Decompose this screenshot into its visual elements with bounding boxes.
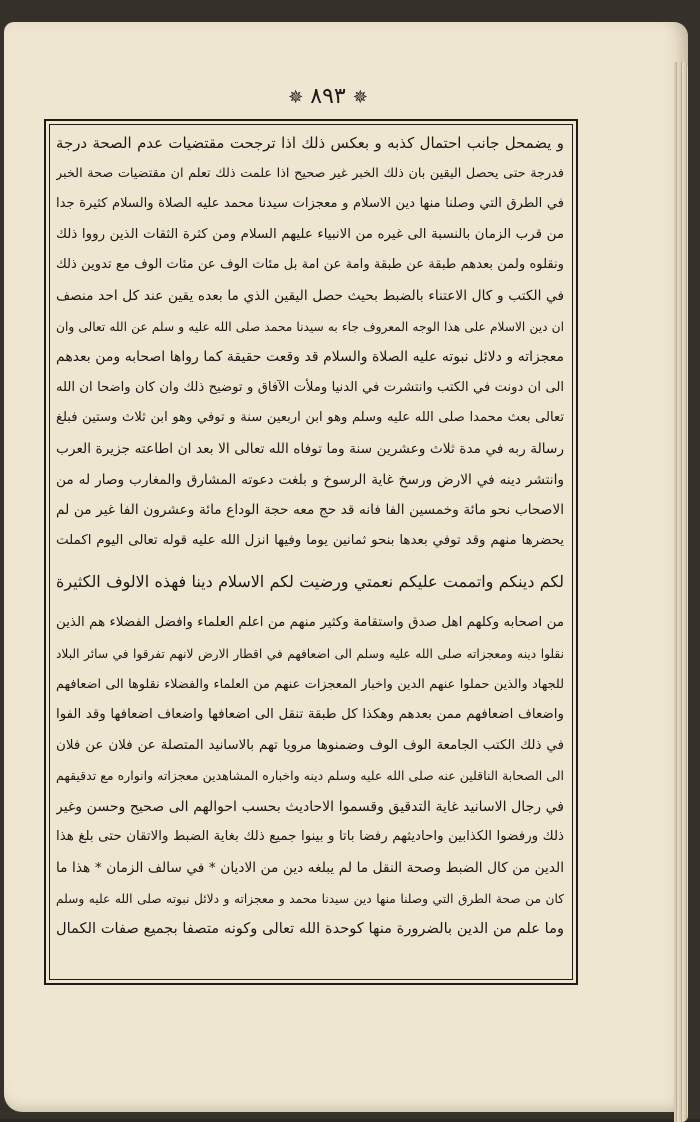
text-line: من قرب الزمان بالنسبة الى غيره من الانبياء عليهم السلام ومن كثرة الثقات الذين رووا ذلك [56, 226, 564, 242]
ornament-icon: ✵ [288, 87, 304, 108]
text-line: في ذلك الكتب الجامعة الوف الوف وضمنوها مرويا تهم بالاسانيد المتصلة عن فلان عن فلان [56, 737, 564, 753]
text-line: و يضمحل جانب احتمال كذبه و بعكس ذلك اذا ترجحت مقتضيات عدم الصحة درجة [56, 134, 564, 152]
text-line: في الطرق التي وصلنا منها دين الاسلام و معجزات سيدنا محمد عليه الصلاة والسلام كثيرة جدا [56, 196, 564, 212]
text-line: كان من صحة الطرق التي وصلنا منها دين سيدنا محمد و معجزاته و دلائل نبوته صلى الله عليه وسلم [56, 891, 564, 906]
page-header [268, 84, 388, 109]
text-line: ذلك ورفضوا الكذابين واحاديثهم رفضا باتا و بينوا جميع ذلك بغاية الضبط والاتقان حتى بلغ هذا [56, 829, 564, 845]
text-line: نقلوا دينه ومعجزاته صلى الله عليه وسلم الى اضعافهم في اقطار الارض لانهم تفرقوا في سائر البلاد [56, 646, 564, 661]
text-line: معجزاته و دلائل نبوته عليه الصلاة والسلام قد وقعت حقيقة كما رواها اصحابه ومن بعدهم [56, 349, 564, 366]
text-line: الاصحاب نحو مائة وخمسين الفا فانه قد حج معه حجة الوداع مائة وعشرون الفا غير من لم [56, 502, 564, 519]
text-line: وما علم من الدين بالضرورة منها كوحدة الله تعالى وكونه متصفا بجميع صفات الكمال [56, 920, 564, 938]
page-number: ٨٩٣ [310, 84, 346, 109]
quran-verse-line: لكم دينكم واتممت عليكم نعمتي ورضيت لكم الاسلام دينا فهذه الالوف الكثيرة [56, 572, 564, 592]
text-line: ان دين الاسلام على هذا الوجه المعروف جاء به سيدنا محمد صلى الله عليه و سلم عن الله تعالى وان [56, 319, 564, 334]
text-line: للجهاد والذين حملوا عنهم الدين واخبار المعجزات عنهم من العلماء والفضلاء نقلوها الى اضعافهم [56, 676, 564, 692]
text-line: واضعاف اضعافهم ممن بعدهم وهكذا كل طبقة تنقل الى اضعافها واضعاف اضعافها وقد الفوا [56, 707, 564, 723]
page-edges [674, 62, 688, 1122]
text-line: من اصحابه وكلهم اهل صدق واستقامة وكثير منهم من اعلم العلماء وافضل الفضلاء هم الذين [56, 615, 564, 631]
text-line: وانتشر دينه في الارض ورسخ غاية الرسوخ و بلغت دعوته المشارق والمغارب وصار له من [56, 471, 564, 488]
ornament-icon: ✵ [352, 87, 368, 108]
text-line: تعالى بعث محمدا صلى الله عليه وسلم وهو ابن اربعين سنة و توفي وهو ابن ثلاث وستين فبلغ [56, 410, 564, 426]
text-line: رسالة ربه في مدة ثلاث وعشرين سنة وما توفاه الله تعالى الا بعد ان اطاعته جزيرة العرب [56, 440, 564, 457]
text-line: الى الصحابة الناقلين عنه صلى الله عليه وسلم دينه واخباره المشاهدين معجزاته وانواره مع تدقيقهم [56, 768, 564, 784]
text-line: في الكتب و كال الاعتناء بالضبط بحيث حصل اليقين الذي ما بعده يقين عند كل احد منصف [56, 287, 564, 304]
text-line: الى ان دونت في الكتب وانتشرت في الدنيا وملأت الآفاق و توضيح ذلك وان كان واضحا ان الله [56, 379, 564, 395]
text-line: فدرجة حتى يحصل اليقين بان ذلك الخبر غير صحيح اذا علمت ذلك تعلم ان مقتضيات صحة الخبر [56, 165, 564, 181]
text-line: الدين من كال الضبط وصحة النقل ما لم يبلغه دين من الاديان * في سالف الزمان * هذا ما [56, 860, 564, 877]
text-line: ونقلوه ولمن بعدهم طبقة عن طبقة وامة عن امة بل مئات الوف عن مئات الوف مع تدوين ذلك [56, 257, 564, 273]
text-line: في رجال الاسانيد غاية التدقيق وقسموا الاحاديث بحسب احوالهم الى صحيح وحسن وغير [56, 798, 564, 815]
text-line: يحضرها منهم وقد توفي بعدها بنحو ثمانين يوما وفيها انزل الله عليه قوله تعالى اليوم اكملت [56, 532, 564, 548]
body-text [56, 128, 564, 974]
